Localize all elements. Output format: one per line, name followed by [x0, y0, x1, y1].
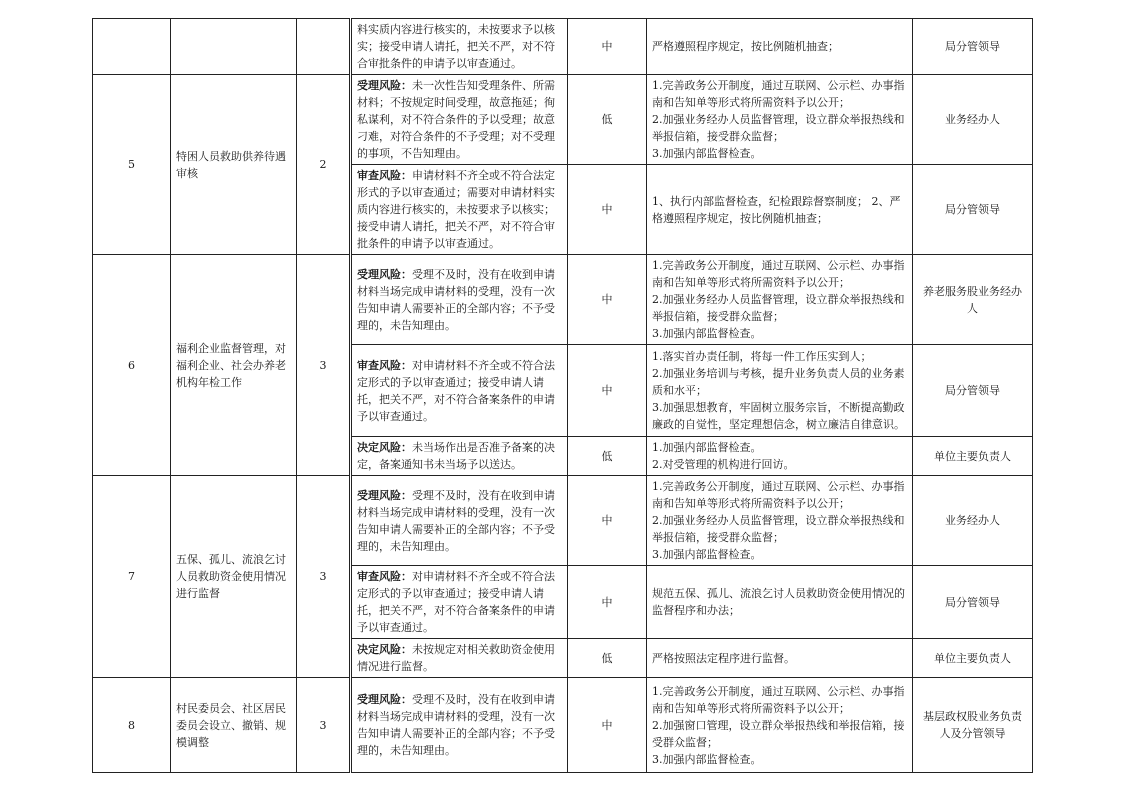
table-row	[93, 75, 1033, 165]
item-number: 8	[93, 678, 171, 773]
risk-level: 中	[568, 566, 647, 639]
measure-line: 1.完善政务公开制度，通过互联网、公示栏、办事指南和告知单等形式将所需资料予以公开；	[652, 480, 905, 510]
item-name: 福利企业监督管理，对福利企业、社会办养老机构年检工作	[171, 255, 297, 476]
risk-count: 2	[297, 75, 351, 255]
risk-description	[351, 639, 568, 678]
measure-line: 3.加强内部监督检查。	[652, 752, 762, 766]
risk-description	[351, 566, 568, 639]
risk-text: 对申请材料不齐全或不符合法定形式的予以审查通过；接受申请人请托，把关不严，对不符合备案条件的申请予以审查通过。	[357, 358, 555, 423]
responsible-person: 局分管领导	[913, 566, 1033, 639]
risk-type: 决定风险：	[357, 441, 412, 454]
measure-line: 1.完善政务公开制度，通过互联网、公示栏、办事指南和告知单等形式将所需资料予以公开；	[652, 79, 905, 109]
prevention-measures	[647, 165, 913, 255]
prevention-measures	[647, 19, 913, 75]
risk-count: 3	[297, 255, 351, 476]
risk-description	[351, 476, 568, 566]
risk-type: 审查风险：	[357, 169, 412, 182]
risk-level: 中	[568, 255, 647, 345]
item-number: 7	[93, 476, 171, 678]
risk-level: 中	[568, 678, 647, 773]
risk-level: 中	[568, 19, 647, 75]
measure-line: 2.对受管理的机构进行回访。	[652, 458, 795, 471]
responsible-person: 单位主要负责人	[913, 437, 1033, 476]
item-name: 特困人员救助供养待遇审核	[171, 75, 297, 255]
prevention-measures	[647, 678, 913, 773]
risk-level: 中	[568, 345, 647, 437]
measure-line: 1.加强内部监督检查。	[652, 441, 762, 454]
risk-description	[351, 437, 568, 476]
risk-type: 受理风险：	[357, 693, 412, 706]
risk-table	[92, 18, 1033, 773]
risk-text: 未一次性告知受理条件、所需材料；不按规定时间受理，故意拖延；徇私谋利，对不符合条件的予以受理；故意刁难，对符合条件的不予受理；对不受理的事项，不告知理由。	[357, 79, 555, 160]
item-number	[93, 19, 171, 75]
risk-count	[297, 19, 351, 75]
responsible-person: 单位主要负责人	[913, 639, 1033, 678]
measure-line: 3.加强内部监督检查。	[652, 327, 762, 340]
prevention-measures	[647, 566, 913, 639]
risk-text: 未按规定对相关救助资金使用情况进行监督。	[357, 643, 555, 673]
prevention-measures	[647, 639, 913, 678]
risk-type: 受理风险：	[357, 267, 412, 281]
responsible-person: 养老服务股业务经办人	[913, 255, 1033, 345]
measure-line: 2.加强业务经办人员监督管理，设立群众举报热线和举报信箱，接受群众监督；	[652, 514, 905, 544]
prevention-measures	[647, 75, 913, 165]
table-row	[93, 476, 1033, 566]
risk-text: 受理不及时，没有在收到申请材料当场完成申请材料的受理，没有一次告知申请人需要补正的全部内容；不予受理的，未告知理由。	[357, 267, 555, 332]
risk-level: 中	[568, 165, 647, 255]
measure-line: 2.加强业务经办人员监督管理，设立群众举报热线和举报信箱，接受群众监督；	[652, 113, 905, 143]
prevention-measures	[647, 345, 913, 437]
measure-line: 2.加强业务培训与考核，提升业务负责人员的业务素质和水平；	[652, 367, 905, 397]
prevention-measures	[647, 476, 913, 566]
item-name: 村民委员会、社区居民委员会设立、撤销、规模调整	[171, 678, 297, 773]
risk-text: 未当场作出是否准予备案的决定，备案通知书未当场予以送达。	[357, 441, 555, 471]
risk-type: 受理风险：	[357, 488, 412, 502]
measure-line: 3.加强内部监督检查。	[652, 147, 762, 160]
risk-level: 低	[568, 437, 647, 476]
measure-line: 1.完善政务公开制度，通过互联网、公示栏、办事指南和告知单等形式将所需资料予以公开；	[652, 684, 905, 715]
risk-table-page	[92, 18, 1032, 766]
risk-text: 申请材料不齐全或不符合法定形式的予以审查通过；需要对申请材料实质内容进行核实的，未按要求予以核实；接受申请人请托，把关不严，对不符合审批条件的申请予以审查通过。	[357, 169, 555, 250]
risk-description	[351, 19, 568, 75]
measure-line: 严格按照法定程序进行监督。	[652, 651, 795, 665]
measure-line: 规范五保、孤儿、流浪乞讨人员救助资金使用情况的监督程序和办法；	[652, 587, 905, 617]
item-number: 6	[93, 255, 171, 476]
risk-type: 受理风险：	[357, 79, 412, 92]
risk-count: 3	[297, 678, 351, 773]
prevention-measures	[647, 437, 913, 476]
risk-level: 低	[568, 639, 647, 678]
responsible-person: 局分管领导	[913, 165, 1033, 255]
measure-line: 严格遵照程序规定，按比例随机抽查；	[652, 40, 839, 53]
table-row	[93, 678, 1033, 773]
measure-line: 1.完善政务公开制度，通过互联网、公示栏、办事指南和告知单等形式将所需资料予以公开；	[652, 259, 905, 289]
risk-count: 3	[297, 476, 351, 678]
measure-line: 2.加强窗口管理，设立群众举报热线和举报信箱，接受群众监督；	[652, 718, 905, 749]
risk-table-body	[93, 19, 1033, 773]
item-name: 五保、孤儿、流浪乞讨人员救助资金使用情况进行监督	[171, 476, 297, 678]
responsible-person: 基层政权股业务负责人及分管领导	[913, 678, 1033, 773]
risk-text: 受理不及时，没有在收到申请材料当场完成申请材料的受理，没有一次告知申请人需要补正的全部内容；不予受理的，未告知理由。	[357, 693, 555, 757]
table-row	[93, 19, 1033, 75]
risk-description	[351, 345, 568, 437]
measure-line: 3.加强思想教育，牢固树立服务宗旨，不断提高勤政廉政的自觉性，坚定理想信念，树立廉洁自律意识。	[652, 401, 905, 431]
responsible-person: 局分管领导	[913, 345, 1033, 437]
responsible-person: 业务经办人	[913, 476, 1033, 566]
measure-line: 2.加强业务经办人员监督管理，设立群众举报热线和举报信箱，接受群众监督；	[652, 293, 905, 323]
risk-description	[351, 678, 568, 773]
table-row	[93, 255, 1033, 345]
prevention-measures	[647, 255, 913, 345]
responsible-person: 局分管领导	[913, 19, 1033, 75]
risk-description	[351, 255, 568, 345]
risk-level: 低	[568, 75, 647, 165]
risk-type: 审查风险：	[357, 358, 412, 372]
risk-description	[351, 165, 568, 255]
item-name	[171, 19, 297, 75]
risk-text: 对申请材料不齐全或不符合法定形式的予以审查通过；接受申请人请托，把关不严，对不符合备案条件的申请予以审查通过。	[357, 570, 555, 634]
measure-line: 3.加强内部监督检查。	[652, 548, 762, 561]
risk-type: 决定风险：	[357, 643, 412, 656]
risk-type: 审查风险：	[357, 570, 412, 583]
responsible-person: 业务经办人	[913, 75, 1033, 165]
item-number: 5	[93, 75, 171, 255]
measure-line: 1、执行内部监督检查，纪检跟踪督察制度； 2、严格遵照程序规定，按比例随机抽查；	[652, 194, 901, 225]
risk-level: 中	[568, 476, 647, 566]
risk-text: 料实质内容进行核实的，未按要求予以核实；接受申请人请托，把关不严，对不符合审批条件的申请予以审查通过。	[357, 23, 555, 70]
risk-text: 受理不及时，没有在收到申请材料当场完成申请材料的受理，没有一次告知申请人需要补正的全部内容；不予受理的，未告知理由。	[357, 488, 555, 553]
risk-description	[351, 75, 568, 165]
measure-line: 1.落实首办责任制，将每一件工作压实到人；	[652, 350, 872, 363]
